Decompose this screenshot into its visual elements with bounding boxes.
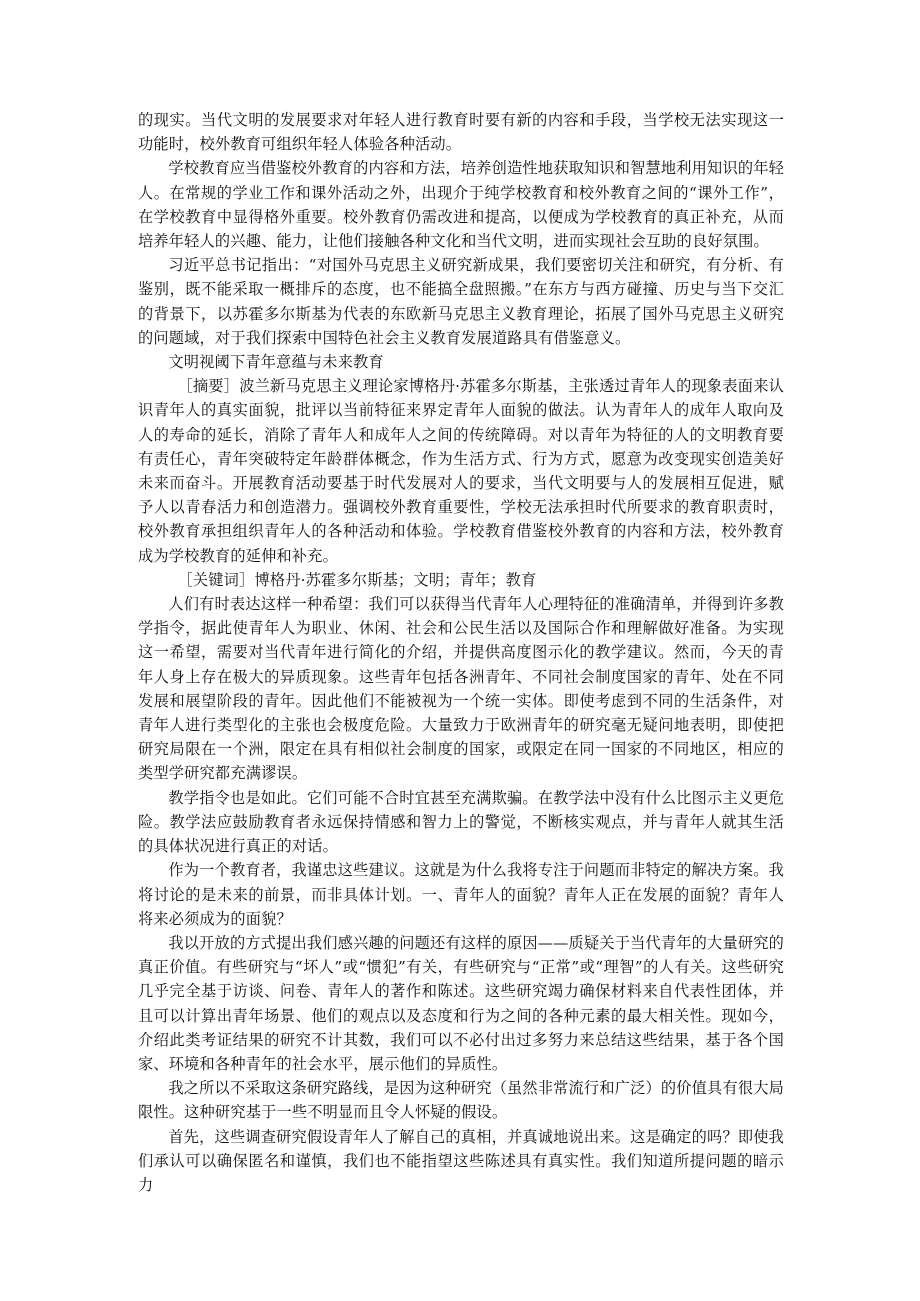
paragraph-continuation: 的现实。当代文明的发展要求对年轻人进行教育时要有新的内容和手段，当学校无法实现这一功能时，校外教育可组织年轻人体验各种活动。	[138, 111, 784, 154]
keywords: ［关键词］博格丹·苏霍多尔斯基；文明；青年；教育	[177, 570, 537, 589]
paragraph-educator: 作为一个教育者，我谨忠这些建议。这就是为什么我将专注于问题而非特定的解决方案。我将讨论的是未来的前景，而非具体计划。一、青年人的面貌？青年人正在发展的面貌？青年人将来必须成为的面貌？	[138, 861, 784, 928]
paragraph-research-limits: 我之所以不采取这条研究路线，是因为这种研究（虽然非常流行和广泛）的价值具有很大局限性。这种研究基于一些不明显而且令人怀疑的假设。	[138, 1079, 784, 1122]
paragraph-xi-quote: 习近平总书记指出：“对国外马克思主义研究新成果，我们要密切关注和研究，有分析、有鉴别，既不能采取一概排斥的态度，也不能搞全盘照搬。”在东方与西方碰撞、历史与当下交汇的背景下，以苏霍多尔斯基为代表的东欧新马克思主义教育理论，拓展了国外马克思主义研究的问题域，对于我们探索中国特色社会主义教育发展道路具有借鉴意义。	[138, 256, 784, 347]
article-title: 文明视阈下青年意蕴与未来教育	[168, 353, 384, 372]
abstract: ［摘要］波兰新马克思主义理论家博格丹·苏霍多尔斯基，主张透过青年人的现象表面来认识青年人的真实面貌，批评以当前特征来界定青年人面貌的做法。认为青年人的成年人取向及人的寿命的延长，消除了青年人和成年人之间的传统障碍。对以青年为特征的人的文明教育要有责任心，青年突破特定年龄群体概念，作为生活方式、行为方式，愿意为改变现实创造美好未来而奋斗。开展教育活动要基于时代发展对人的要求，当代文明要与人的发展相互促进，赋予人以青春活力和创造潜力。强调校外教育重要性，学校无法承担时代所要求的教育职责时，校外教育承担组织青年人的各种活动和体验。学校教育借鉴校外教育的内容和方法，校外教育成为学校教育的延伸和补充。	[138, 377, 784, 565]
paragraph-school-education: 学校教育应当借鉴校外教育的内容和方法，培养创造性地获取知识和智慧地利用知识的年轻人。在常规的学业工作和课外活动之外，出现介于纯学校教育和校外教育之间的“课外工作”，在学校教育中显得格外重要。校外教育仍需改进和提高，以便成为学校教育的真正补充，从而培养年轻人的兴趣、能力，让他们接触各种文化和当代文明，进而实现社会互助的良好氛围。	[138, 159, 784, 251]
paragraph-first-assumption: 首先，这些调查研究假设青年人了解自己的真相，并真诚地说出来。这是确定的吗？即使我们承认可以确保匿名和谨慎，我们也不能指望这些陈述具有真实性。我们知道所提问题的暗示力	[138, 1127, 784, 1194]
paragraph-open-questions: 我以开放的方式提出我们感兴趣的问题还有这样的原因——质疑关于当代青年的大量研究的真正价值。有些研究与“坏人”或“惯犯”有关，有些研究与“正常”或“理智”的人有关。这些研究几乎完全基于访谈、问卷、青年人的著作和陈述。这些研究竭力确保材料来自代表性团体，并且可以计算出青年场景、他们的观点以及态度和行为之间的各种元素的最大相关性。现如今，介绍此类考证结果的研究不计其数，我们可以不必付出过多努力来总结这些结果，基于各个国家、环境和各种青年的社会水平，展示他们的异质性。	[138, 933, 784, 1073]
document-page	[138, 108, 784, 1197]
paragraph-hope: 人们有时表达这样一种希望：我们可以获得当代青年人心理特征的准确清单，并得到许多教学指令，据此使青年人为职业、休闲、社会和公民生活以及国际合作和理解做好准备。为实现这一希望，需要对当代青年进行简化的介绍，并提供高度图示化的教学建议。然而，今天的青年人身上存在极大的异质现象。这些青年包括各洲青年、不同社会制度国家的青年、处在不同发展和展望阶段的青年。因此他们不能被视为一个统一实体。即使考虑到不同的生活条件，对青年人进行类型化的主张也会极度危险。大量致力于欧洲青年的研究毫无疑问地表明，即使把研究局限在一个洲，限定在具有相似社会制度的国家，或限定在同一国家的不同地区，相应的类型学研究都充满谬误。	[138, 595, 784, 783]
paragraph-teaching-instructions: 教学指令也是如此。它们可能不合时宜甚至充满欺骗。在教学法中没有什么比图示主义更危险。教学法应鼓励教育者永远保持情感和智力上的警觉，不断核实观点，并与青年人就其生活的具体状况进行真正的对话。	[138, 788, 784, 856]
